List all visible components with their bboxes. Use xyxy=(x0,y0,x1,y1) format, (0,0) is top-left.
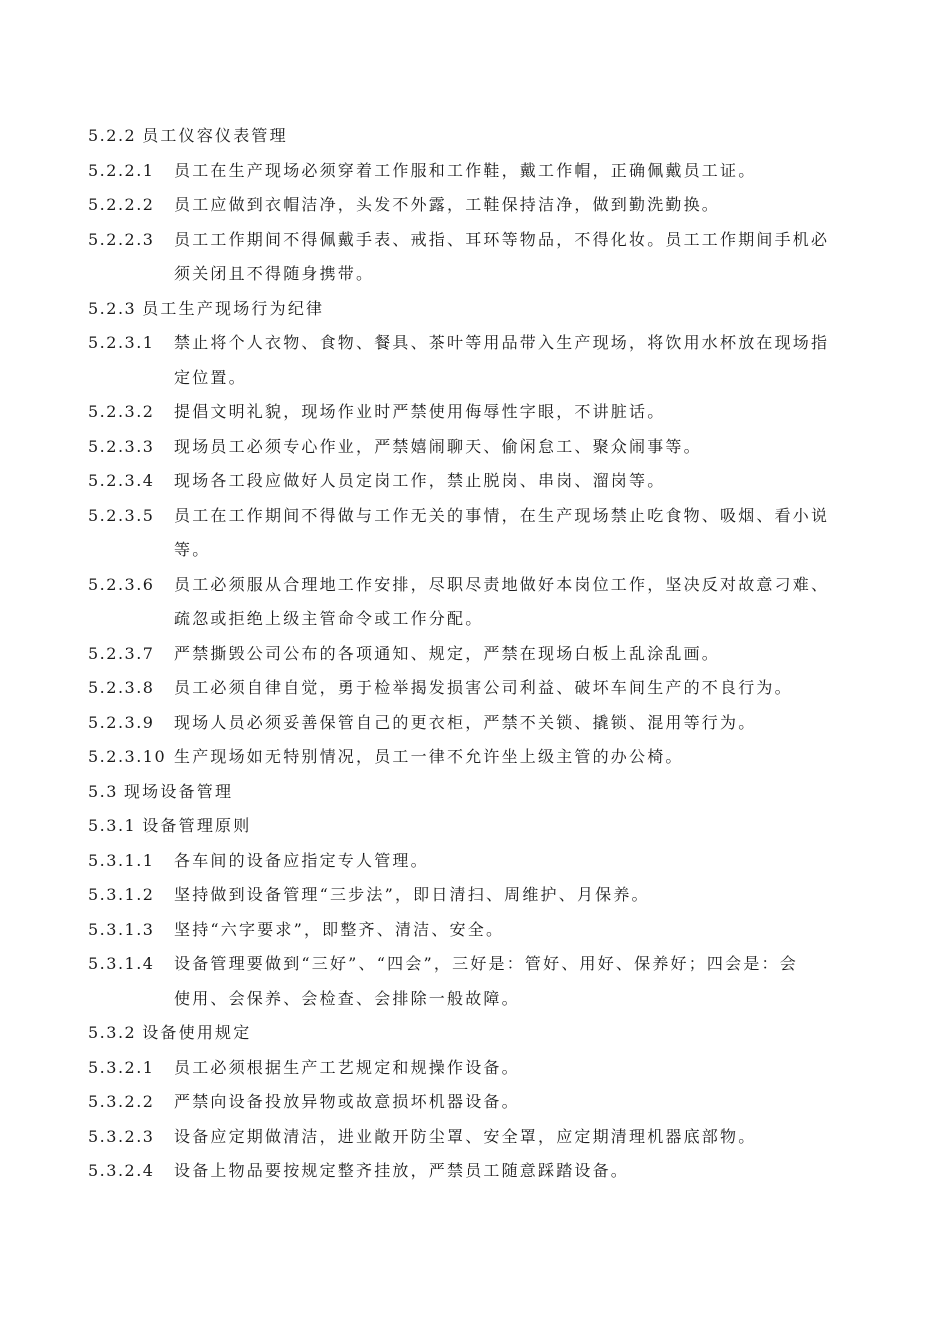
clause-5-3-1-1 xyxy=(88,844,868,879)
clause-5-2-3-3 xyxy=(88,430,868,465)
clause-text-continued: 疏忽或拒绝上级主管命令或工作分配。 xyxy=(174,609,484,628)
clause-number: 5.3.1.3 xyxy=(88,919,155,939)
clause-text: 提倡文明礼貌，现场作业时严禁使用侮辱性字眼，不讲脏话。 xyxy=(174,402,666,421)
clause-number: 5.2.2.3 xyxy=(88,229,155,249)
clause-5-2-2-3-continued xyxy=(88,257,868,292)
clause-text: 现场人员必须妥善保管自己的更衣柜，严禁不关锁、撬锁、混用等行为。 xyxy=(174,712,757,732)
clause-5-2-3-1 xyxy=(88,326,868,361)
clause-5-3-2-2 xyxy=(88,1085,868,1120)
section-number: 5.3 xyxy=(88,781,118,801)
section-heading-5-2-2 xyxy=(88,119,868,154)
clause-5-2-3-8 xyxy=(88,671,868,706)
clause-text: 各车间的设备应指定专人管理。 xyxy=(174,850,429,870)
clause-5-3-2-1 xyxy=(88,1051,868,1086)
clause-text: 员工必须服从合理地工作安排，尽职尽责地做好本岗位工作，坚决反对故意刁难、 xyxy=(174,574,830,594)
clause-text: 设备上物品要按规定整齐挂放，严禁员工随意踩踏设备。 xyxy=(174,1161,630,1180)
clause-text-continued: 等。 xyxy=(174,540,211,559)
clause-5-2-2-3 xyxy=(88,223,868,258)
clause-text: 设备管理要做到“三好”、“四会”，三好是：管好、用好、保养好；四会是：会 xyxy=(174,954,798,973)
clause-number: 5.2.3.5 xyxy=(88,505,155,525)
clause-number: 5.3.1.1 xyxy=(88,850,155,870)
clause-5-2-3-6-continued xyxy=(88,602,868,637)
clause-text: 员工在工作期间不得做与工作无关的事情，在生产现场禁止吃食物、吸烟、看小说 xyxy=(174,505,830,525)
clause-number: 5.3.2.3 xyxy=(88,1126,155,1146)
clause-text-continued: 使用、会保养、会检查、会排除一般故障。 xyxy=(174,988,520,1008)
clause-number: 5.2.3.9 xyxy=(88,712,155,732)
clause-5-3-1-4-continued xyxy=(88,982,868,1017)
section-title: 设备使用规定 xyxy=(142,1023,252,1042)
clause-number: 5.2.3.8 xyxy=(88,678,155,697)
clause-5-2-3-6 xyxy=(88,568,868,603)
clause-5-2-3-4 xyxy=(88,464,868,499)
clause-number: 5.2.2.2 xyxy=(88,195,155,214)
clause-text: 坚持“六字要求”，即整齐、清洁、安全。 xyxy=(174,919,505,939)
section-title: 设备管理原则 xyxy=(142,816,252,835)
clause-text: 员工应做到衣帽洁净，头发不外露，工鞋保持洁净，做到勤洗勤换。 xyxy=(174,195,721,214)
clause-text: 员工必须根据生产工艺规定和规操作设备。 xyxy=(174,1057,520,1077)
clause-text: 设备应定期做清洁，进业敞开防尘罩、安全罩，应定期清理机器底部物。 xyxy=(174,1126,757,1146)
clause-text: 坚持做到设备管理“三步法”，即日清扫、周维护、月保养。 xyxy=(174,885,650,904)
clause-number: 5.3.2.4 xyxy=(88,1161,155,1180)
clause-text: 严禁撕毁公司公布的各项通知、规定，严禁在现场白板上乱涂乱画。 xyxy=(174,643,721,663)
clause-5-3-1-2 xyxy=(88,878,868,913)
clause-text: 现场员工必须专心作业，严禁嬉闹聊天、偷闲怠工、聚众闹事等。 xyxy=(174,436,702,456)
clause-5-3-2-4 xyxy=(88,1154,868,1189)
clause-number: 5.2.3.6 xyxy=(88,574,155,594)
clause-5-2-3-9 xyxy=(88,706,868,741)
section-number: 5.3.2 xyxy=(88,1023,137,1042)
clause-5-2-2-1 xyxy=(88,154,868,189)
section-title: 现场设备管理 xyxy=(123,781,234,801)
clause-number: 5.2.3.10 xyxy=(88,747,167,766)
clause-5-3-1-3 xyxy=(88,913,868,948)
clause-5-2-3-5-continued xyxy=(88,533,868,568)
clause-text: 员工必须自律自觉，勇于检举揭发损害公司利益、破坏车间生产的不良行为。 xyxy=(174,678,793,697)
clause-number: 5.2.3.4 xyxy=(88,471,155,490)
clause-5-2-3-10 xyxy=(88,740,868,775)
clause-number: 5.2.3.7 xyxy=(88,643,155,663)
clause-text: 员工在生产现场必须穿着工作服和工作鞋，戴工作帽，正确佩戴员工证。 xyxy=(174,160,757,180)
clause-5-2-3-1-continued xyxy=(88,361,868,396)
section-heading-5-3-2 xyxy=(88,1016,868,1051)
section-number: 5.2.2 xyxy=(88,126,137,145)
section-heading-5-2-3 xyxy=(88,292,868,327)
clause-text: 员工工作期间不得佩戴手表、戒指、耳环等物品，不得化妆。员工工作期间手机必 xyxy=(174,229,830,249)
clause-5-2-2-2 xyxy=(88,188,868,223)
section-number: 5.3.1 xyxy=(88,816,137,835)
clause-5-3-1-4 xyxy=(88,947,868,982)
clause-5-2-3-7 xyxy=(88,637,868,672)
document-body xyxy=(88,119,868,1189)
clause-number: 5.2.3.2 xyxy=(88,402,155,421)
clause-number: 5.3.2.1 xyxy=(88,1057,155,1077)
section-title: 员工生产现场行为纪律 xyxy=(142,298,325,318)
clause-5-3-2-3 xyxy=(88,1120,868,1155)
clause-5-2-3-2 xyxy=(88,395,868,430)
clause-text: 生产现场如无特别情况，员工一律不允许坐上级主管的办公椅。 xyxy=(174,747,684,766)
clause-text: 现场各工段应做好人员定岗工作，禁止脱岗、串岗、溜岗等。 xyxy=(174,471,666,490)
section-number: 5.2.3 xyxy=(88,298,137,318)
section-title: 员工仪容仪表管理 xyxy=(142,126,288,145)
clause-number: 5.2.3.1 xyxy=(88,333,155,352)
clause-text-continued: 定位置。 xyxy=(174,367,247,387)
clause-text: 严禁向设备投放异物或故意损坏机器设备。 xyxy=(174,1092,520,1111)
clause-text: 禁止将个人衣物、食物、餐具、茶叶等用品带入生产现场，将饮用水杯放在现场指 xyxy=(174,333,830,352)
clause-number: 5.2.3.3 xyxy=(88,436,155,456)
clause-number: 5.3.1.4 xyxy=(88,954,155,973)
section-heading-5-3-1 xyxy=(88,809,868,844)
clause-5-2-3-5 xyxy=(88,499,868,534)
clause-text-continued: 须关闭且不得随身携带。 xyxy=(174,264,375,283)
clause-number: 5.2.2.1 xyxy=(88,160,155,180)
section-heading-5-3 xyxy=(88,775,868,810)
clause-number: 5.3.1.2 xyxy=(88,885,155,904)
clause-number: 5.3.2.2 xyxy=(88,1092,155,1111)
